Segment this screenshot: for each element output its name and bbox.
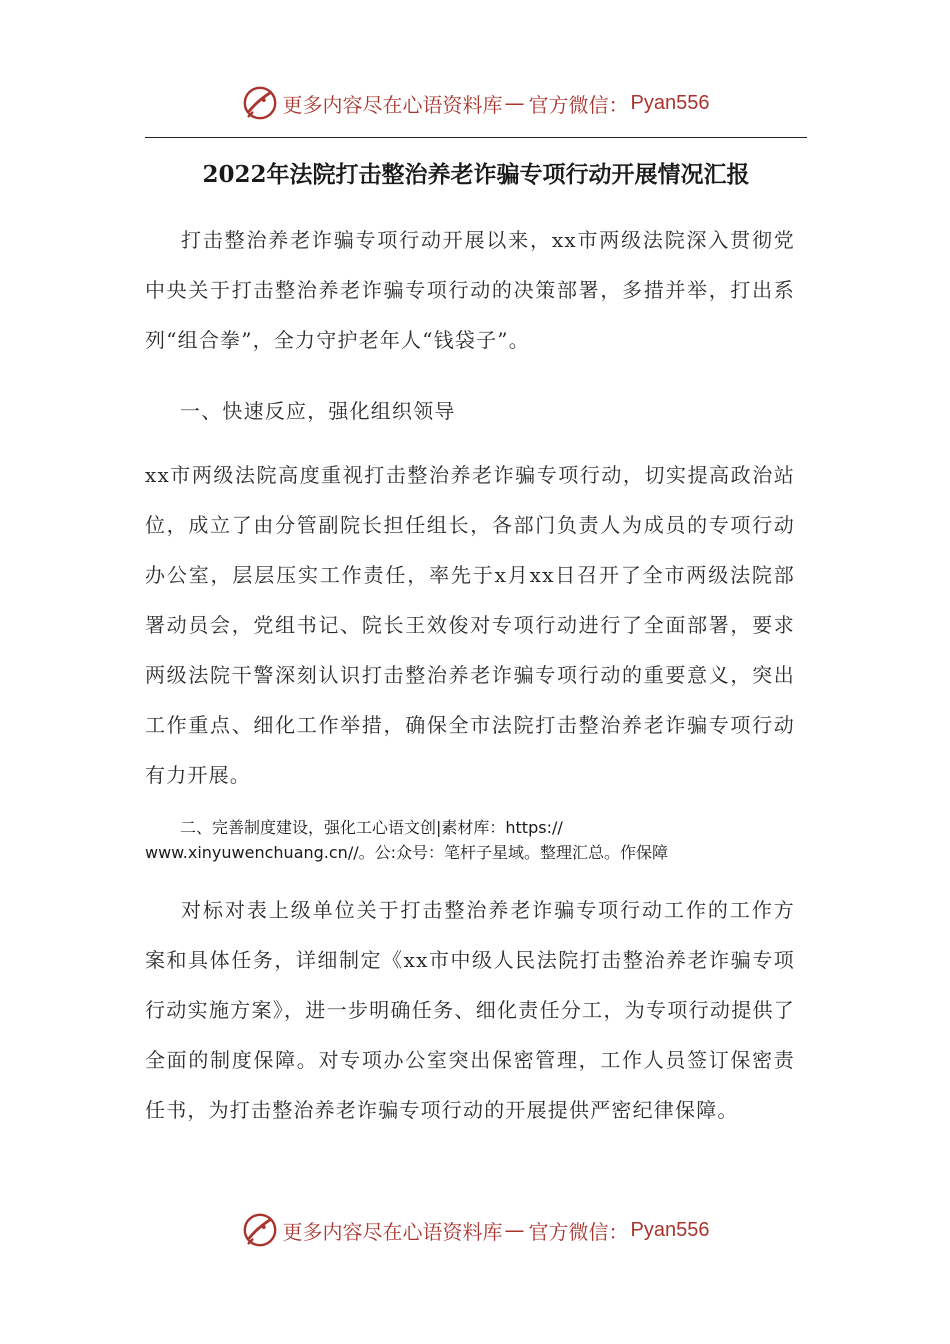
- banner-wechat-label: 官方微信：: [528, 1219, 629, 1244]
- banner-text: 更多内容尽在心语资料库: [282, 92, 503, 117]
- pen-logo-icon: [241, 1211, 279, 1249]
- document-title: 2022年法院打击整治养老诈骗专项行动开展情况汇报: [202, 161, 750, 188]
- section2-heading-line1: 二、完善制度建设，强化工心语文创|素材库：https://: [180, 818, 563, 837]
- banner-separator: —: [504, 91, 525, 115]
- header-banner: [0, 83, 950, 123]
- banner-separator: —: [504, 1218, 525, 1242]
- banner-wechat-id: Pyan556: [630, 1218, 710, 1241]
- section1-heading: 一、快速反应，强化组织领导: [180, 399, 456, 423]
- section1-body: xx市两级法院高度重视打击整治养老诈骗专项行动，切实提高政治站位，成立了由分管副院长担任组长，各部门负责人为成员的专项行动办公室，层层压实工作责任，率先于x月xx日召开了全市两级法院部署动员会，党组书记、院长王效俊对专项行动进行了全面部署，要求两级法院干警深刻认识打击整治养老诈骗专项行动的重要意义，突出工作重点、细化工作举措，确保全市法院打击整治养老诈骗专项行动有力开展。: [145, 463, 795, 787]
- banner-text: 更多内容尽在心语资料库: [282, 1219, 503, 1244]
- section2-heading: [145, 815, 795, 865]
- footer-banner: [0, 1210, 950, 1250]
- section2-heading-line2: www.xinyuwenchuang.cn//。公:众号：笔杆子星域。整理汇总。作保障: [145, 843, 668, 862]
- banner-wechat-label: 官方微信：: [528, 92, 629, 117]
- section2-body: 对标对表上级单位关于打击整治养老诈骗专项行动工作的工作方案和具体任务，详细制定《xx市中级人民法院打击整治养老诈骗专项行动实施方案》，进一步明确任务、细化责任分工，为专项行动提供了全面的制度保障。对专项办公室突出保密管理，工作人员签订保密责任书，为打击整治养老诈骗专项行动的开展提供严密纪律保障。: [145, 898, 795, 1122]
- banner-wechat-id: Pyan556: [630, 91, 710, 114]
- pen-logo-icon: [241, 84, 279, 122]
- intro-paragraph: 打击整治养老诈骗专项行动开展以来，xx市两级法院深入贯彻党中央关于打击整治养老诈骗专项行动的决策部署，多措并举，打出系列“组合拳”，全力守护老年人“钱袋子”。: [145, 228, 795, 352]
- header-rule: [145, 137, 807, 138]
